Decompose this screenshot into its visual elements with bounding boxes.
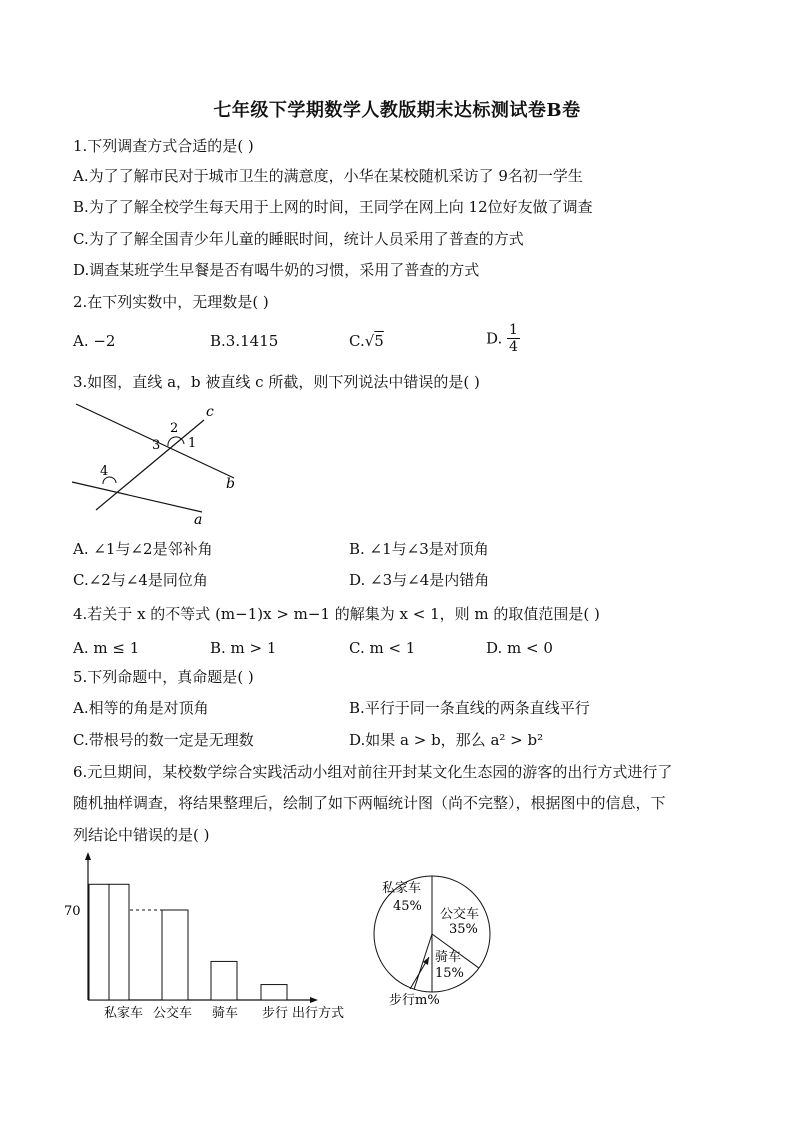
q1-stem: 1.下列调查方式合适的是( ) [73,137,254,155]
q6-stem-line1: 6.元旦期间，某校数学综合实践活动小组对前往开封某文化生态园的游客的出行方式进行了 [73,763,673,781]
q3-option-a: A. ∠1与∠2是邻补角 [73,540,213,558]
q5-option-c: C.带根号的数一定是无理数 [73,731,254,749]
x-tick-label: 骑车 [212,1006,239,1021]
fraction [507,322,520,355]
x-tick-label: 私家车 [104,1006,144,1021]
q4-option-b: B. m > 1 [210,639,277,657]
line-c [96,420,204,510]
q4-option-c: C. m < 1 [349,639,416,657]
q4-stem: 4.若关于 x 的不等式 (m−1)x > m−1 的解集为 x < 1，则 m 的取值范围是( ) [73,605,600,623]
x-axis-arrow [310,997,318,1003]
q5-option-a: A.相等的角是对顶角 [73,699,209,717]
q5-option-d: D.如果 a > b，那么 a² > b² [349,731,544,749]
bar-2 [211,961,237,1000]
x-tick-label: 公交车 [153,1006,193,1021]
label-c: c [206,404,214,420]
q3-option-d: D. ∠3与∠4是内错角 [349,571,490,589]
q2-option-c-prefix: C. [349,332,365,350]
label-b: b [226,476,235,492]
label-angle-4: 4 [100,464,109,479]
x-axis-label: 出行方式 [292,1006,345,1021]
q2-option-c-radicand: 5 [374,332,384,350]
page-title: 七年级下学期数学人教版期末达标测试卷B卷 [213,100,581,121]
q3-option-c: C.∠2与∠4是同位角 [73,571,208,589]
pie-label-private-car: 私家车 [382,881,422,896]
label-angle-2: 2 [170,421,179,436]
q5-option-b: B.平行于同一条直线的两条直线平行 [349,699,590,717]
bar-3 [261,985,287,1000]
label-angle-1: 1 [188,436,197,451]
q2-stem: 2.在下列实数中，无理数是( ) [73,293,269,311]
line-a [72,482,202,512]
pie-value-bike: 15% [435,966,464,981]
pie-value-bus: 35% [449,922,478,937]
q2-option-d [486,322,520,355]
pie-label-bike: 骑车 [435,950,462,965]
fraction-numerator: 1 [509,322,518,338]
sqrt-symbol: √ [364,332,375,350]
bar-1 [162,910,188,1000]
pie-value-walk: m% [415,993,440,1008]
bar-chart [60,850,360,1025]
q1-option-c: C.为了了解全国青少年儿童的睡眠时间，统计人员采用了普查的方式 [73,230,524,248]
q1-option-a: A.为了了解市民对于城市卫生的满意度，小华在某校随机采访了 9名初一学生 [73,167,583,185]
q1-option-b: B.为了了解全校学生每天用于上网的时间，王同学在网上向 12位好友做了调查 [73,198,593,216]
q6-stem-line2: 随机抽样调查，将结果整理后，绘制了如下两幅统计图（尚不完整），根据图中的信息，下 [73,794,666,812]
q5-stem: 5.下列命题中，真命题是( ) [73,668,254,686]
q3-lines-figure [66,398,235,530]
q2-option-b: B.3.1415 [210,332,279,350]
label-a: a [194,512,203,528]
q2-option-a: A. −2 [73,332,116,350]
bar-private-car-left [89,884,109,1000]
bar-private-car-right [109,884,129,1000]
pie-walk-label [389,992,440,1008]
label-angle-3: 3 [152,438,161,453]
pie-value-private-car: 45% [393,899,422,914]
pie-label-walk: 步行 [389,993,416,1008]
q4-option-a: A. m ≤ 1 [73,639,140,657]
q6-stem-line3: 列结论中错误的是( ) [73,826,210,844]
q4-option-d: D. m < 0 [486,639,553,657]
y-tick-label: 70 [64,904,81,919]
x-tick-label: 步行 [262,1006,289,1021]
pie-label-bus: 公交车 [440,907,480,922]
q1-option-d: D.调查某班学生早餐是否有喝牛奶的习惯，采用了普查的方式 [73,261,480,279]
q3-stem: 3.如图，直线 a，b 被直线 c 所截，则下列说法中错误的是( ) [73,373,480,391]
y-axis-arrow [85,852,91,860]
fraction-denominator: 4 [509,339,518,355]
pie-chart [360,862,520,1012]
q2-option-c [349,331,384,351]
q3-option-b: B. ∠1与∠3是对顶角 [349,540,489,558]
q2-option-d-prefix: D. [486,329,503,348]
